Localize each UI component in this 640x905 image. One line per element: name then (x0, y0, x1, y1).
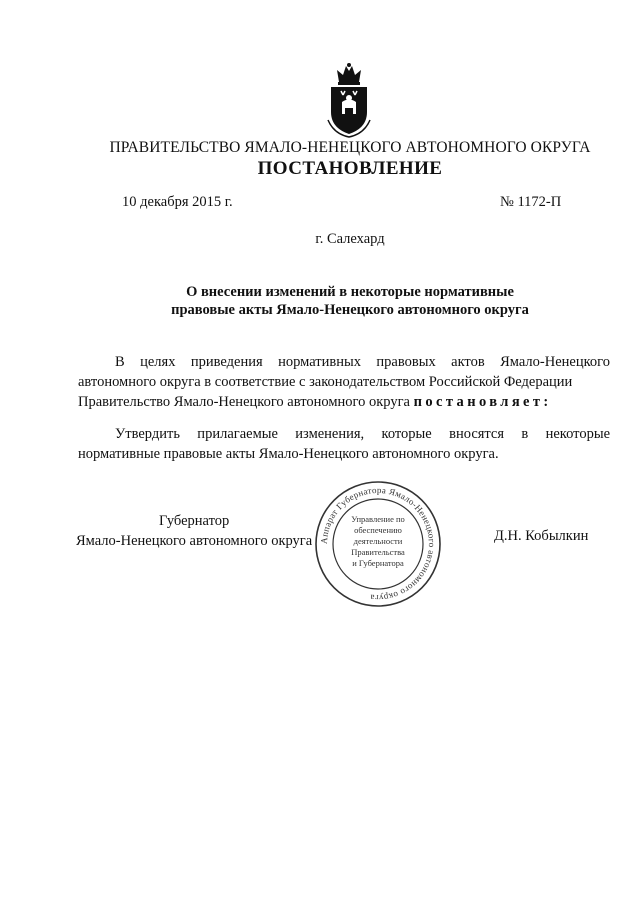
document-type-heading: ПОСТАНОВЛЕНИЕ (257, 158, 443, 179)
stamp-center-line: деятельности (353, 536, 403, 546)
signatory-title (76, 511, 313, 551)
paragraph-line (78, 392, 610, 412)
resolution-verb: постановляет: (413, 394, 552, 410)
signatory-position: Губернатор (159, 513, 230, 529)
organization-title: ПРАВИТЕЛЬСТВО ЯМАЛО-НЕНЕЦКОГО АВТОНОМНОГО ОКРУГА (109, 139, 591, 156)
stamp-center-line: и Губернатора (352, 558, 404, 568)
document-subject (60, 283, 640, 319)
paragraph-line: Утвердить прилагаемые изменения, которые вносятся в некоторые (115, 426, 610, 442)
stamp-ring-text: Аппарат Губернатора Ямало-Ненецкого автономного округа (318, 484, 438, 604)
signatory-region: Ямало-Ненецкого автономного округа (76, 533, 313, 549)
body-paragraph (78, 352, 610, 412)
stamp-center-line: Правительства (351, 547, 405, 557)
paragraph-line: автономного округа в соответствие с законодательством Российской Федерации (78, 374, 573, 390)
paragraph-text: Правительство Ямало-Ненецкого автономного округа (78, 394, 410, 410)
document-date: 10 декабря 2015 г. (122, 194, 233, 210)
body-paragraph (78, 424, 610, 464)
subject-line: правовые акты Ямало-Ненецкого автономного округа (171, 302, 529, 318)
stamp-center-line: обеспечению (354, 525, 402, 535)
paragraph-line: В целях приведения нормативных правовых актов Ямало-Ненецкого (115, 354, 610, 370)
stamp-center-line: Управление по (351, 514, 405, 524)
coat-of-arms-icon (326, 62, 372, 138)
signatory-name: Д.Н. Кобылкин (494, 528, 589, 544)
document-city: г. Салехард (315, 231, 385, 247)
document-number: № 1172-П (500, 194, 562, 210)
official-stamp (314, 480, 442, 608)
subject-line: О внесении изменений в некоторые нормативные (186, 284, 514, 300)
paragraph-line: нормативные правовые акты Ямало-Ненецкого автономного округа. (78, 446, 499, 462)
